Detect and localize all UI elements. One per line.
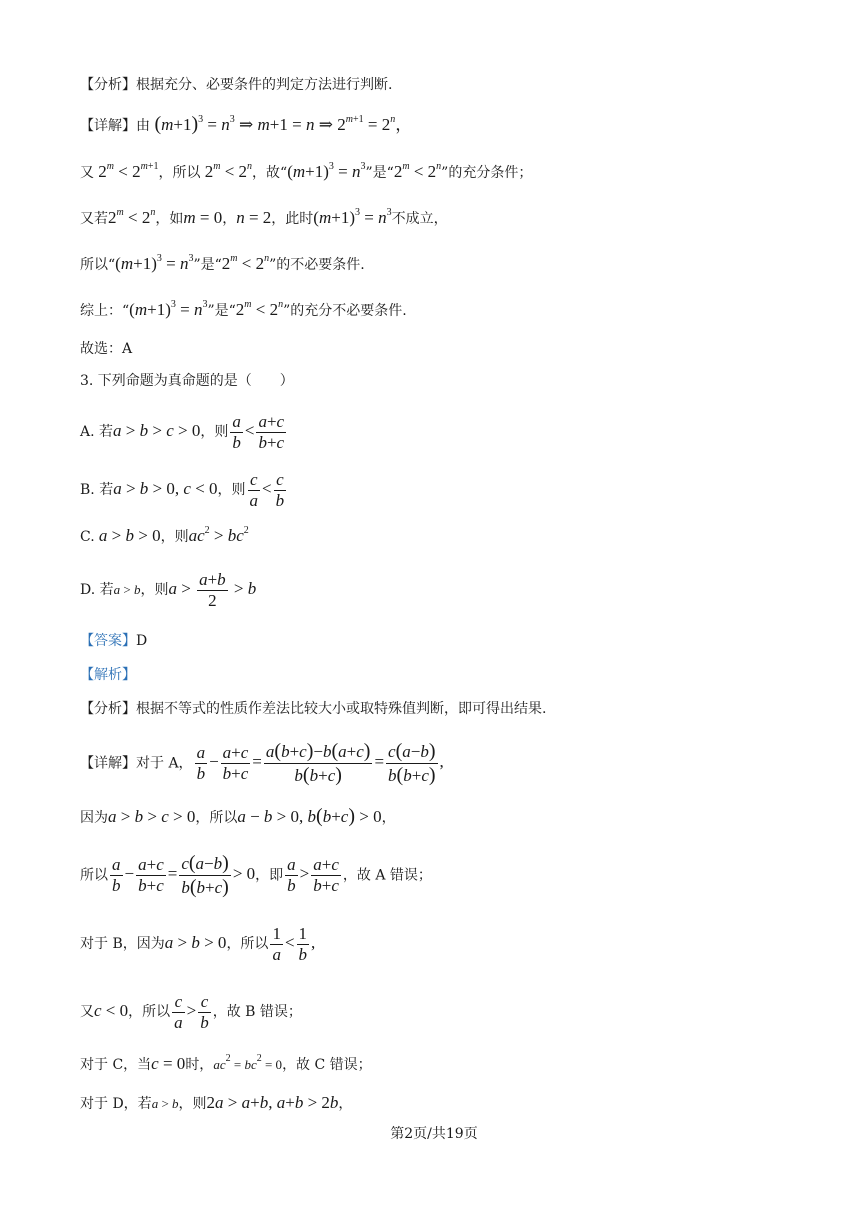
detail-c-line: 对于 C，当c = 0时，$ac^2 = bc^2 = 0$，故 C 错误；: [80, 1053, 372, 1073]
answer-label: 【答案】: [80, 633, 136, 649]
text-line: 综上：“$(m+1)^3 = n^3$”是“$2^m < 2^n$”的充分不必要条件.: [80, 299, 407, 319]
math-expression: $2^m < 2^{m+1}$: [94, 161, 159, 181]
option-c: C. a > b > 0，则$ac^2 > bc^2$: [80, 525, 249, 545]
math-expression: $(m+1)^3 = n^3$ ⇒ m+1 = n ⇒ $2^{m+1} = 2^n$，: [154, 113, 413, 135]
analysis-line: 【分析】根据不等式的性质作差法比较大小或取特殊值判断，即可得出结果.: [80, 701, 547, 717]
analysis-line: 【分析】根据充分、必要条件的判定方法进行判断.: [80, 77, 393, 93]
text-line: 又若$2^m < 2^n$，如m = 0，n = 2，此时$(m+1)^3 = n^3$不成立，: [80, 207, 448, 227]
detail-label: 【详解】: [80, 118, 136, 134]
text-line: 所以“$(m+1)^3 = n^3$”是“$2^m < 2^n$”的不必要条件.: [80, 253, 365, 273]
answer-line: 【答案】D: [80, 633, 148, 649]
detail-a-line: 【详解】对于 A， $\frac{a}{b}$ − $\frac{a+c}{b+c}$ = $\frac{a(b+c)-b(a+c)}{b(b+c)}$ = $\frac{c(a-b)}{b(b+c)}$ ,: [80, 740, 444, 786]
text-line: 因为a > b > c > 0，所以a − b > 0, b(b+c) > 0，: [80, 805, 396, 827]
detail-b-line: 对于 B，因为a > b > 0，所以 $\frac{1}{a}$ < $\frac{1}{b}$ ,: [80, 924, 316, 964]
text-line: 所以 $\frac{a}{b}$ − $\frac{a+c}{b+c}$ = $\frac{c(a-b)}{b(b+c)}$ > 0，即 $\frac{a}{b}$ > $\frac{a+c}{b+c}$ ，故 A 错误；: [80, 852, 432, 898]
option-a: A. 若a > b > c > 0，则 $\frac{a}{b}$ < $\frac{a+c}{b+c}$: [80, 412, 285, 452]
option-b: B. 若a > b > 0, c < 0，则 $\frac{c}{a}$ < $\frac{c}{b}$: [80, 470, 285, 510]
text-line: 又 $2^m < 2^{m+1}$，所以 $2^m < 2^n$，故“$(m+1)^3 = n^3$”是“$2^m < 2^n$”的充分条件；: [80, 161, 533, 181]
explain-label: 【解析】: [80, 667, 136, 683]
detail-line: 【详解】由 $(m+1)^3 = n^3$ ⇒ m+1 = n ⇒ $2^{m+1} = 2^n$，: [80, 113, 413, 135]
question-title: 3. 下列命题为真命题的是（ ）: [80, 373, 294, 389]
detail-d-line: 对于 D，若a > b，则2a > a+b, a+b > 2b，: [80, 1093, 353, 1112]
text-line: 又c < 0，所以 $\frac{c}{a}$ > $\frac{c}{b}$ ，故 B 错误；: [80, 992, 302, 1032]
analysis-label: 【分析】: [80, 77, 136, 93]
text-line: 故选：A: [80, 341, 133, 357]
page-footer: 第2页/共19页: [390, 1126, 478, 1142]
option-d: D. 若a > b，则a > $\frac{a+b}{2}$ > b: [80, 570, 257, 610]
